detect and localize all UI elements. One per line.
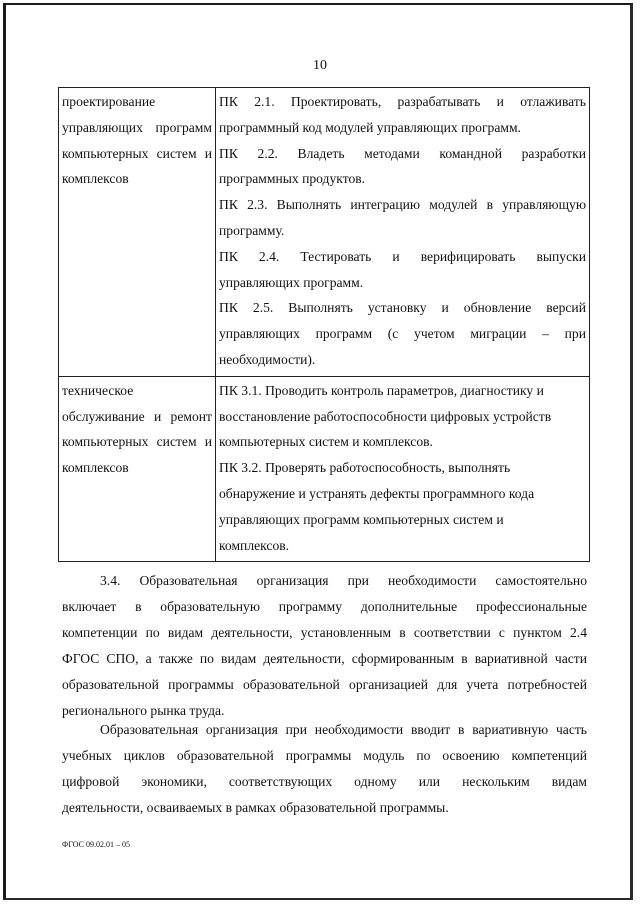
competency-line: ПК 2.3. Выполнять интеграцию модулей в управляющую [219, 197, 586, 213]
table-row [59, 376, 590, 562]
competency-line: управляющих программ (с учетом миграции – при [219, 326, 586, 342]
competency-item [219, 244, 586, 296]
paragraph-line: 3.4. Образовательная организация при необходимости самостоятельно [100, 573, 587, 588]
competency-line: ПК 3.2. Проверять работоспособность, выполнять [219, 460, 511, 476]
paragraph-line: Образовательная организация при необходимости вводит в вариативную часть [100, 722, 587, 737]
activity-line: обслуживание и ремонт [62, 408, 212, 424]
competency-line: восстановление работоспособности цифровых устройств [219, 408, 552, 424]
paragraph-line: образовательной программы образовательной организацией для учета потребностей [62, 677, 587, 692]
competency-item [219, 192, 586, 244]
paragraph-variative-part [62, 717, 587, 821]
table-row [59, 88, 590, 377]
activity-line: комплексов [62, 460, 129, 476]
competency-line: ПК 2.4. Тестировать и верифицировать выпуски [219, 248, 586, 264]
paragraph-3-4 [62, 568, 587, 724]
paragraph-line: деятельности, осваиваемых в рамках образовательной программы. [62, 800, 449, 815]
competency-line: управляющих программ. [219, 274, 364, 290]
competencies-table [58, 87, 590, 562]
paragraph-line: включает в образовательную программу дополнительные профессиональные [62, 599, 587, 614]
competency-line: компьютерных систем и комплексов. [219, 434, 433, 450]
competency-line: комплексов. [219, 537, 290, 553]
competency-line: программу. [219, 222, 285, 238]
competency-line: программный код модулей управляющих программ. [219, 119, 521, 135]
competencies-cell [216, 376, 590, 562]
competencies-cell [216, 88, 590, 377]
page-number: 10 [313, 58, 327, 73]
paragraph-line: компетенции по видам деятельности, установленным в соответствии с пунктом 2.4 [62, 625, 587, 640]
activity-line: комплексов [62, 171, 129, 187]
competency-line: управляющих программ компьютерных систем и [219, 511, 504, 527]
competency-line: обнаружение и устранять дефекты программного кода [219, 485, 535, 501]
activity-line: управляющих программ [62, 119, 212, 135]
competency-line: ПК 2.5. Выполнять установку и обновление версий [219, 300, 586, 316]
activity-line: компьютерных систем и [62, 145, 212, 161]
paragraph-line: регионального рынка труда. [62, 703, 225, 718]
competency-item [219, 141, 586, 193]
activity-cell [59, 88, 216, 377]
competency-line: ПК 2.1. Проектировать, разрабатывать и отлаживать [219, 94, 586, 109]
competency-line: необходимости). [219, 351, 316, 367]
competency-line: ПК 2.2. Владеть методами командной разработки [219, 145, 586, 161]
paragraph-line: цифровой экономики, соответствующих одному или нескольким видам [62, 774, 587, 789]
paragraph-line: ФГОС СПО, а также по видам деятельности, сформированным в вариативной части [62, 651, 587, 666]
activity-line: компьютерных систем и [62, 434, 212, 450]
competency-line: ПК 3.1. Проводить контроль параметров, диагностику и [219, 382, 544, 398]
activity-cell [59, 376, 216, 562]
competency-item [219, 378, 586, 455]
competency-item [219, 455, 586, 558]
activity-line: проектирование [62, 94, 156, 109]
competency-line: программных продуктов. [219, 171, 366, 187]
competency-item [219, 295, 586, 372]
footer-code: ФГОС 09.02.01 – 05 [62, 840, 130, 849]
activity-line: техническое [62, 382, 134, 398]
competency-item [219, 89, 586, 141]
paragraph-line: учебных циклов образовательной программы модуль по освоению компетенций [62, 748, 587, 763]
